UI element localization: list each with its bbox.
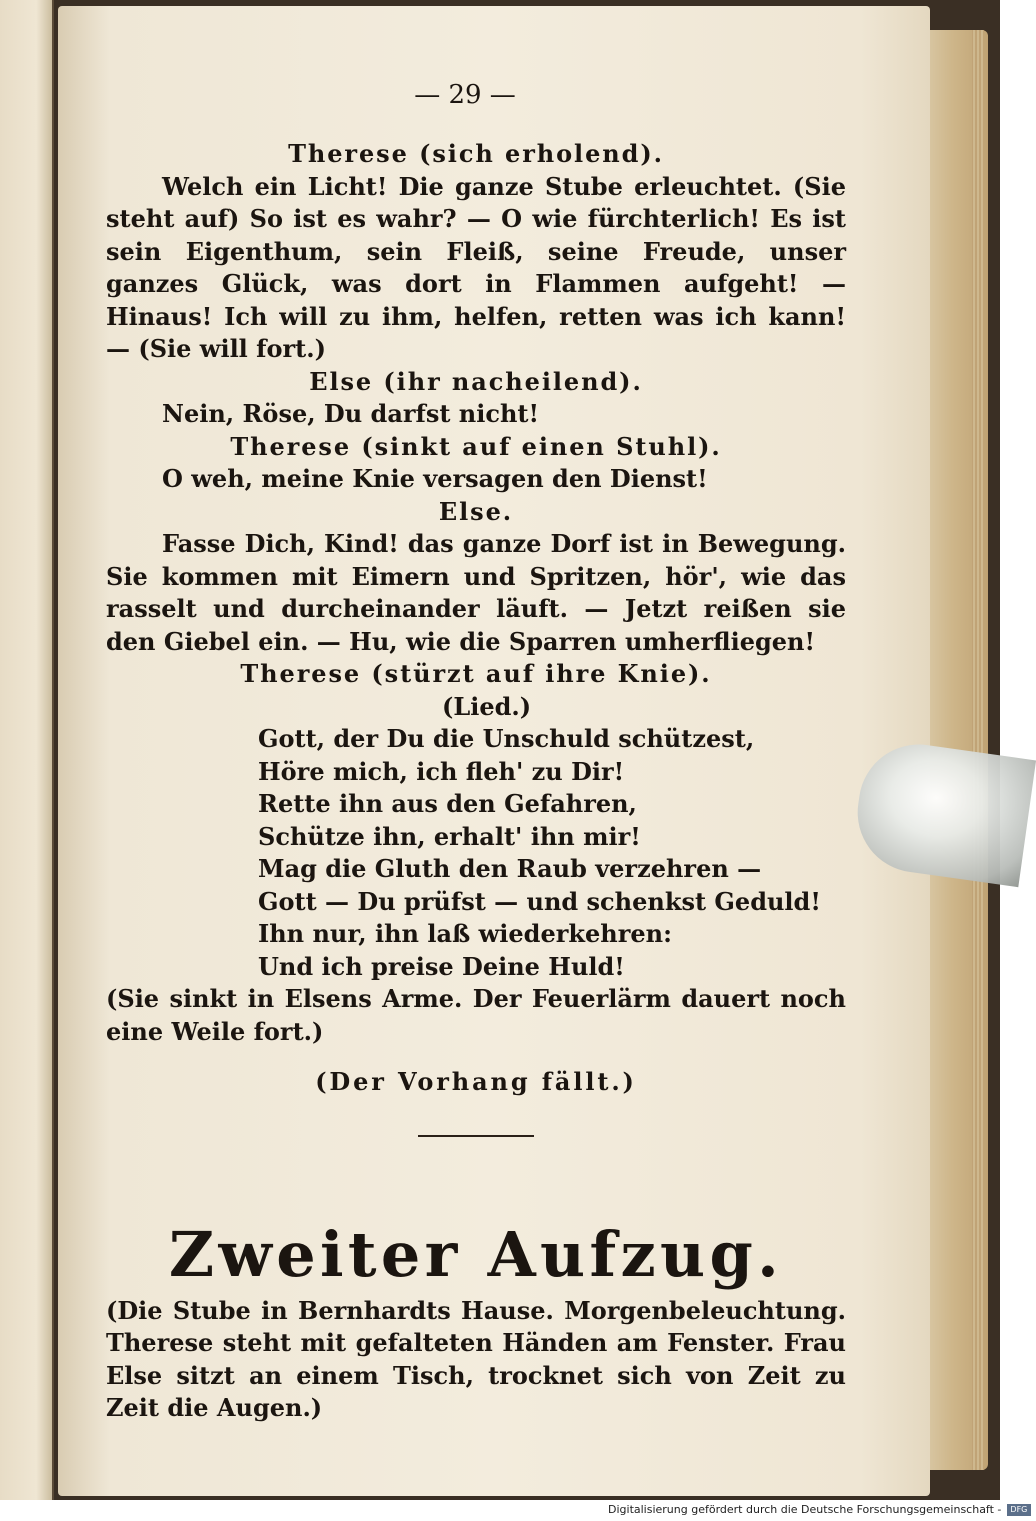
song-line: Gott — Du prüfst — und schenkst Geduld! [258, 886, 821, 916]
page-text [106, 138, 846, 1425]
page-number: — 29 — [414, 80, 516, 110]
song-line: Gott, der Du die Unschuld schützest, [258, 724, 755, 753]
song-title: (Lied.) [442, 691, 532, 721]
song-line: Schütze ihn, erhalt' ihn mir! [258, 821, 641, 851]
speaker-line: Therese (sinkt auf einen Stuhl). [230, 431, 722, 461]
speaker-line: Therese (sich erholend). [288, 139, 664, 168]
stage-direction: (Die Stube in Bernhardts Hause. Morgenbeleuchtung. Therese steht mit gefalteten Händen am Fenster. Frau Else sitzt an einem Tisch, trocknet sich von Zeit zu Zeit die Augen.) [106, 1295, 846, 1422]
speaker-line: Therese (stürzt auf ihre Knie). [240, 659, 712, 688]
song-line: Ihn nur, ihn laß wiederkehren: [258, 919, 672, 948]
song-line: Rette ihn aus den Gefahren, [258, 789, 637, 818]
speaker-line: Else. [438, 496, 514, 526]
act-title: Zweiter Aufzug. [168, 1217, 784, 1291]
footer-text: Digitalisierung gefördert durch die Deutsche Forschungsgemeinschaft - [608, 1503, 1002, 1516]
section-divider [418, 1135, 534, 1137]
dialogue-paragraph: O weh, meine Knie versagen den Dienst! [162, 464, 708, 493]
song-verse [106, 723, 846, 983]
speaker-line: Else (ihr nacheilend). [309, 366, 643, 396]
song-line: Und ich preise Deine Huld! [258, 951, 625, 981]
left-page-edge [0, 0, 54, 1500]
song-line: Mag die Gluth den Raub verzehren — [258, 854, 762, 883]
song-line: Höre mich, ich fleh' zu Dir! [258, 756, 625, 786]
curtain-line: (Der Vorhang fällt.) [315, 1067, 637, 1096]
dialogue-paragraph: Nein, Röse, Du darfst nicht! [162, 399, 540, 428]
stage-direction: (Sie sinkt in Elsens Arme. Der Feuerlärm dauert noch eine Weile fort.) [106, 984, 846, 1046]
dfg-logo: DFG [1007, 1504, 1031, 1516]
dialogue-paragraph: Fasse Dich, Kind! das ganze Dorf ist in Bewegung. Sie kommen mit Eimern und Spritzen, hör', wie das rasselt und durcheinander läuft. — Jetzt reißen sie den Giebel ein. — Hu, wie die Sparren umherfliegen! [106, 529, 846, 656]
digitization-footer [608, 1503, 1028, 1519]
dialogue-paragraph: Welch ein Licht! Die ganze Stube erleuchtet. (Sie steht auf) So ist es wahr? — O wie fürchterlich! Es ist sein Eigenthum, sein Fleiß, seine Freude, unser ganzes Glück, was dort in Flammen aufgeht! — Hinaus! Ich will zu ihm, helfen, retten was ich kann! — (Sie will fort.) [106, 171, 846, 363]
